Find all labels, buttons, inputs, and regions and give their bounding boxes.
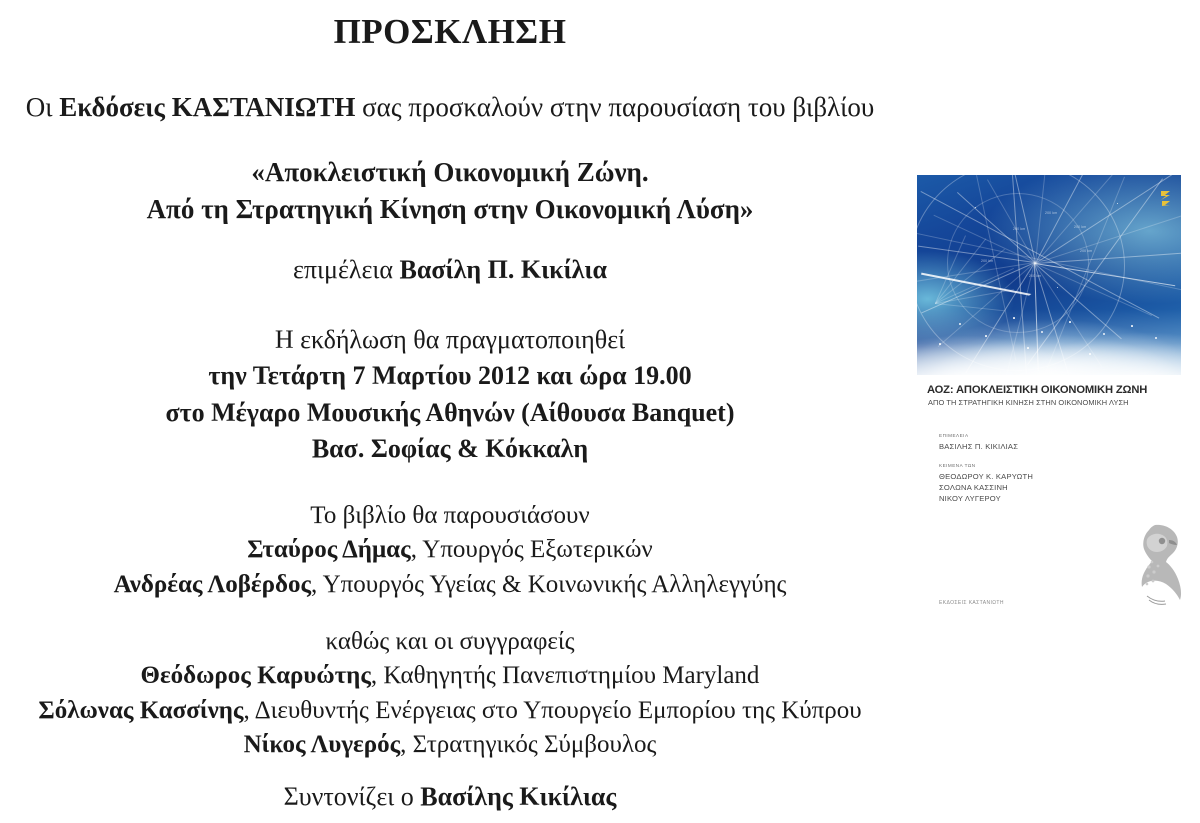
author-name: Σόλωνας Κασσίνης: [38, 696, 244, 724]
authors-heading: καθώς και οι συγγραφείς: [325, 628, 575, 655]
authors-block: [0, 629, 900, 766]
credit-label: ΕΠΙΜΕΛΕΙΑ: [939, 433, 969, 438]
presenters-heading: Το βιβλίο θα παρουσιάσουν: [310, 502, 590, 529]
distance-label: 200 km: [1045, 211, 1058, 215]
author-row: [0, 698, 900, 724]
cover-artwork-map-image: [917, 175, 1181, 375]
distance-label: 200 km: [1029, 274, 1042, 278]
presenter-role: , Υπουργός Υγείας & Κοινωνικής Αλληλεγγύης: [311, 570, 787, 598]
distance-label: 200 km: [981, 259, 994, 263]
credit-group: [939, 433, 1159, 452]
editor-label: επιμέλεια: [293, 255, 400, 284]
credit-name: ΣΟΛΩΝΑ ΚΑΣΣΙΝΗ: [939, 483, 1008, 492]
presenter-name: Ανδρέας Λοβέρδος: [113, 570, 312, 598]
presenter-row: [0, 572, 900, 598]
intro-suffix: σας προσκαλούν στην παρουσίαση του βιβλίου: [355, 92, 875, 122]
cover-corner-logo-icon: [1161, 191, 1172, 206]
author-name: Θεόδωρος Καρυώτης: [140, 662, 371, 690]
presenters-block: [0, 503, 900, 606]
credit-label: ΚΕΙΜΕΝΑ ΤΩΝ: [939, 463, 976, 468]
editor-line: [0, 256, 900, 283]
moderator-line: [0, 783, 900, 810]
intro-publisher-name: Εκδόσεις ΚΑΣΤΑΝΙΩΤΗ: [59, 92, 356, 122]
invitation-intro-line: [0, 93, 900, 121]
presenter-role: , Υπουργός Εξωτερικών: [410, 536, 653, 564]
event-details-block: [0, 326, 900, 471]
credit-group: [939, 463, 1159, 504]
cover-title: ΑΟΖ: ΑΠΟΚΛΕΙΣΤΙΚΗ ΟΙΚΟΝΟΜΙΚΗ ΖΩΝΗ: [927, 384, 1148, 396]
presenter-row: [0, 537, 900, 563]
author-role: , Καθηγητής Πανεπιστημίου Maryland: [370, 662, 760, 690]
editor-name: Βασίλη Π. Κικίλια: [399, 255, 607, 284]
cover-subtitle: ΑΠΟ ΤΗ ΣΤΡΑΤΗΓΙΚΗ ΚΙΝΗΣΗ ΣΤΗΝ ΟΙΚΟΝΟΜΙΚΗ ΛΥΣΗ: [928, 398, 1129, 407]
event-intro: Η εκδήλωση θα πραγματοποιηθεί: [274, 325, 626, 354]
author-role: , Διευθυντής Ενέργειας στο Υπουργείο Εμπορίου της Κύπρου: [243, 696, 862, 724]
cover-publisher-name: ΕΚΔΟΣΕΙΣ ΚΑΣΤΑΝΙΩΤΗ: [939, 600, 1004, 606]
sea-foam-band: [917, 309, 1181, 375]
author-row: [0, 732, 900, 758]
page-title: ΠΡΟΣΚΛΗΣΗ: [333, 12, 567, 51]
distance-label: 200 km: [1074, 225, 1087, 229]
credit-name: ΝΙΚΟΥ ΛΥΓΕΡΟΥ: [939, 494, 1001, 503]
event-address: Βασ. Σοφίας & Κόκκαλη: [311, 433, 589, 463]
book-title-block: [0, 158, 900, 233]
distance-label: 200 km: [1080, 249, 1093, 253]
credit-name: ΒΑΣΙΛΗΣ Π. ΚΙΚΙΛΙΑΣ: [939, 442, 1019, 451]
event-venue: στο Μέγαρο Μουσικής Αθηνών (Αίθουσα Banquet): [165, 397, 735, 427]
author-row: [0, 663, 900, 689]
presenter-name: Σταύρος Δήμας: [247, 536, 411, 564]
book-title-line-1: «Αποκλειστική Οικονομική Ζώνη.: [251, 157, 649, 187]
moderator-name: Βασίλης Κικίλιας: [420, 782, 617, 811]
author-role: , Στρατηγικός Σύμβουλος: [400, 730, 657, 758]
credit-name: ΘΕΟΔΩΡΟΥ Κ. ΚΑΡΥΩΤΗ: [939, 472, 1034, 481]
book-title-line-2: Από τη Στρατηγική Κίνηση στην Οικονομική Λύση»: [146, 194, 754, 225]
event-datetime: την Τετάρτη 7 Μαρτίου 2012 και ώρα 19.00: [208, 361, 692, 391]
cover-credits-block: [939, 433, 1159, 515]
author-name: Νίκος Λυγερός: [243, 730, 401, 758]
moderator-label: Συντονίζει ο: [283, 782, 421, 811]
intro-prefix: Οι: [25, 92, 60, 122]
hawk-logo-icon: [1125, 522, 1187, 608]
distance-label: 200 km: [1013, 227, 1026, 231]
